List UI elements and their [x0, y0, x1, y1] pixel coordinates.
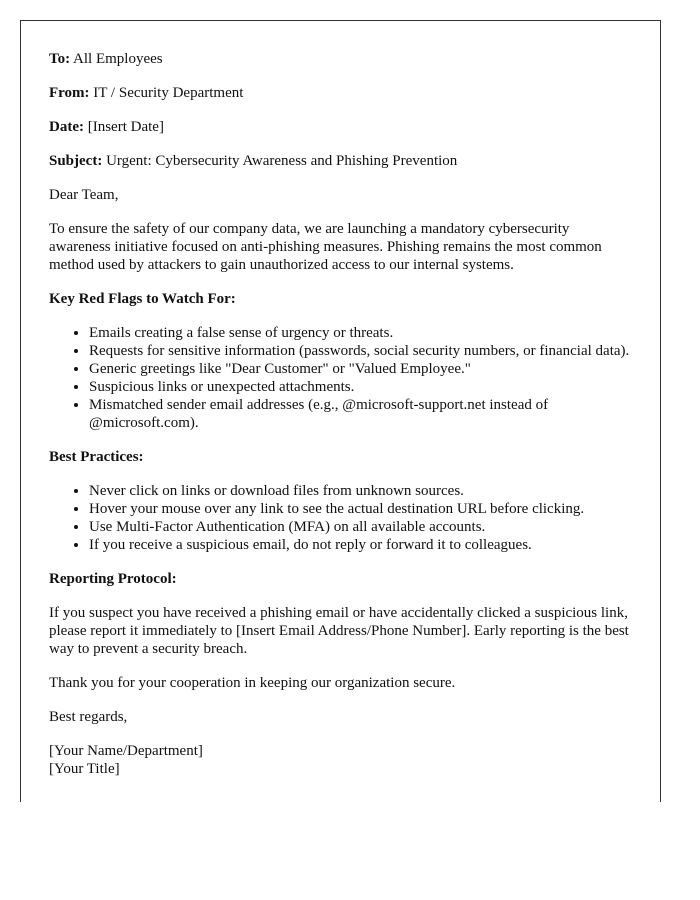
- reporting-paragraph: If you suspect you have received a phishing email or have accidentally clicked a suspicious link, please report it immediately to [Insert Email Address/Phone Number]. Early reporting is the best way to prevent a security breach.: [49, 605, 629, 657]
- subject-value: Urgent: Cybersecurity Awareness and Phishing Prevention: [102, 153, 458, 169]
- from-value: IT / Security Department: [89, 85, 244, 101]
- date-label: Date:: [49, 119, 84, 135]
- greeting: Dear Team,: [49, 187, 119, 203]
- list-item: • Generic greetings like "Dear Customer" or "Valued Employee.": [89, 360, 632, 378]
- list-item: • Mismatched sender email addresses (e.g., @microsoft-support.net instead of @microsoft.com).: [89, 396, 632, 432]
- subject-label: Subject:: [49, 153, 103, 169]
- red-flags-heading: Key Red Flags to Watch For:: [49, 291, 236, 307]
- list-item: • Emails creating a false sense of urgency or threats.: [89, 324, 632, 342]
- list-item: • Suspicious links or unexpected attachments.: [89, 378, 632, 396]
- date-value: [Insert Date]: [83, 119, 164, 135]
- from-label: From:: [49, 85, 90, 101]
- list-item: • Use Multi-Factor Authentication (MFA) on all available accounts.: [89, 518, 632, 536]
- memo-subject-line: [49, 152, 632, 170]
- list-item: • If you receive a suspicious email, do not reply or forward it to colleagues.: [89, 536, 632, 554]
- to-label: To:: [49, 51, 71, 67]
- red-flags-list: [49, 324, 632, 432]
- list-item: • Hover your mouse over any link to see the actual destination URL before clicking.: [89, 500, 632, 518]
- thanks-paragraph: Thank you for your cooperation in keeping our organization secure.: [49, 675, 456, 691]
- intro-paragraph: To ensure the safety of our company data, we are launching a mandatory cybersecurity awareness initiative focused on anti-phishing measures. Phishing remains the most common method used by attackers to gain unauthorized access to our internal systems.: [49, 221, 602, 273]
- reporting-protocol-heading: Reporting Protocol:: [49, 571, 177, 587]
- to-value: All Employees: [70, 51, 163, 67]
- best-practices-heading: Best Practices:: [49, 449, 144, 465]
- signature-name: [Your Name/Department]: [49, 743, 203, 759]
- list-item: • Never click on links or download files from unknown sources.: [89, 482, 632, 500]
- closing: Best regards,: [49, 709, 128, 725]
- signature-block: [49, 742, 632, 778]
- best-practices-list: [49, 482, 632, 554]
- memo-from-line: [49, 84, 632, 102]
- memo-document: [20, 20, 661, 802]
- signature-title: [Your Title]: [49, 761, 120, 777]
- memo-to-line: [49, 50, 632, 68]
- memo-date-line: [49, 118, 632, 136]
- list-item: • Requests for sensitive information (passwords, social security numbers, or financial data).: [89, 342, 632, 360]
